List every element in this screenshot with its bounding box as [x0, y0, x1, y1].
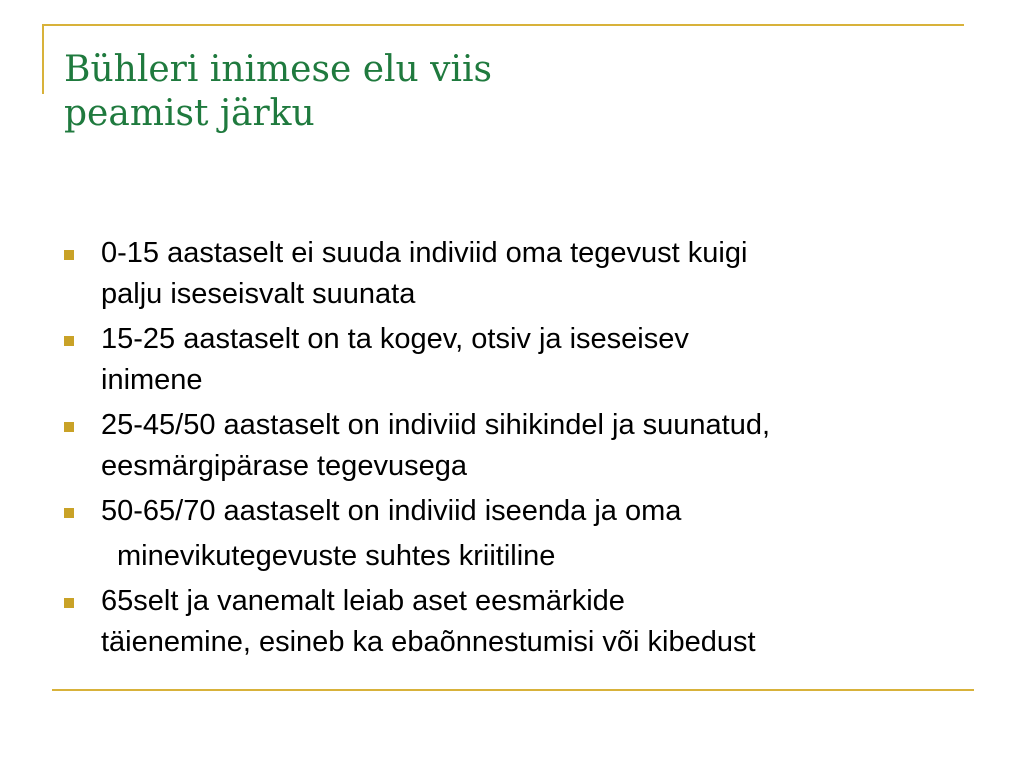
list-item-text: 50-65/70 aastaselt on indiviid iseenda ja oma	[101, 495, 682, 527]
list-item-text: eesmärgipärase tegevusega	[101, 450, 467, 482]
square-bullet-icon	[64, 250, 74, 260]
list-item-continuation: minevikutegevuste suhtes kriitiline	[117, 540, 556, 572]
list-item-text: 65selt ja vanemalt leiab aset eesmärkide	[101, 585, 625, 617]
square-bullet-icon	[64, 598, 74, 608]
bottom-divider-line	[52, 689, 974, 691]
list-item	[64, 491, 974, 532]
square-bullet-icon	[64, 336, 74, 346]
list-item-text: 15-25 aastaselt on ta kogev, otsiv ja iseseisev	[101, 323, 689, 355]
list-item-text: 0-15 aastaselt ei suuda indiviid oma tegevust kuigi	[101, 237, 748, 269]
slide-title-line-2: peamist järku	[64, 93, 315, 134]
list-item	[64, 319, 974, 401]
list-item-text: inimene	[101, 364, 203, 396]
square-bullet-icon	[64, 422, 74, 432]
list-item-text: 25-45/50 aastaselt on indiviid sihikindel ja suunatud,	[101, 409, 771, 441]
top-divider-line	[42, 24, 964, 26]
slide-title	[64, 48, 944, 136]
square-bullet-icon	[64, 508, 74, 518]
list-item-text: täienemine, esineb ka ebaõnnestumisi või kibedust	[101, 626, 756, 658]
left-accent-line	[42, 24, 44, 94]
slide-title-line-1: Bühleri inimese elu viis	[64, 49, 492, 90]
list-item	[64, 581, 974, 663]
bullet-list	[64, 233, 974, 667]
list-item-text: palju iseseisvalt suunata	[101, 278, 416, 310]
list-item	[64, 405, 974, 487]
list-item	[64, 233, 974, 315]
